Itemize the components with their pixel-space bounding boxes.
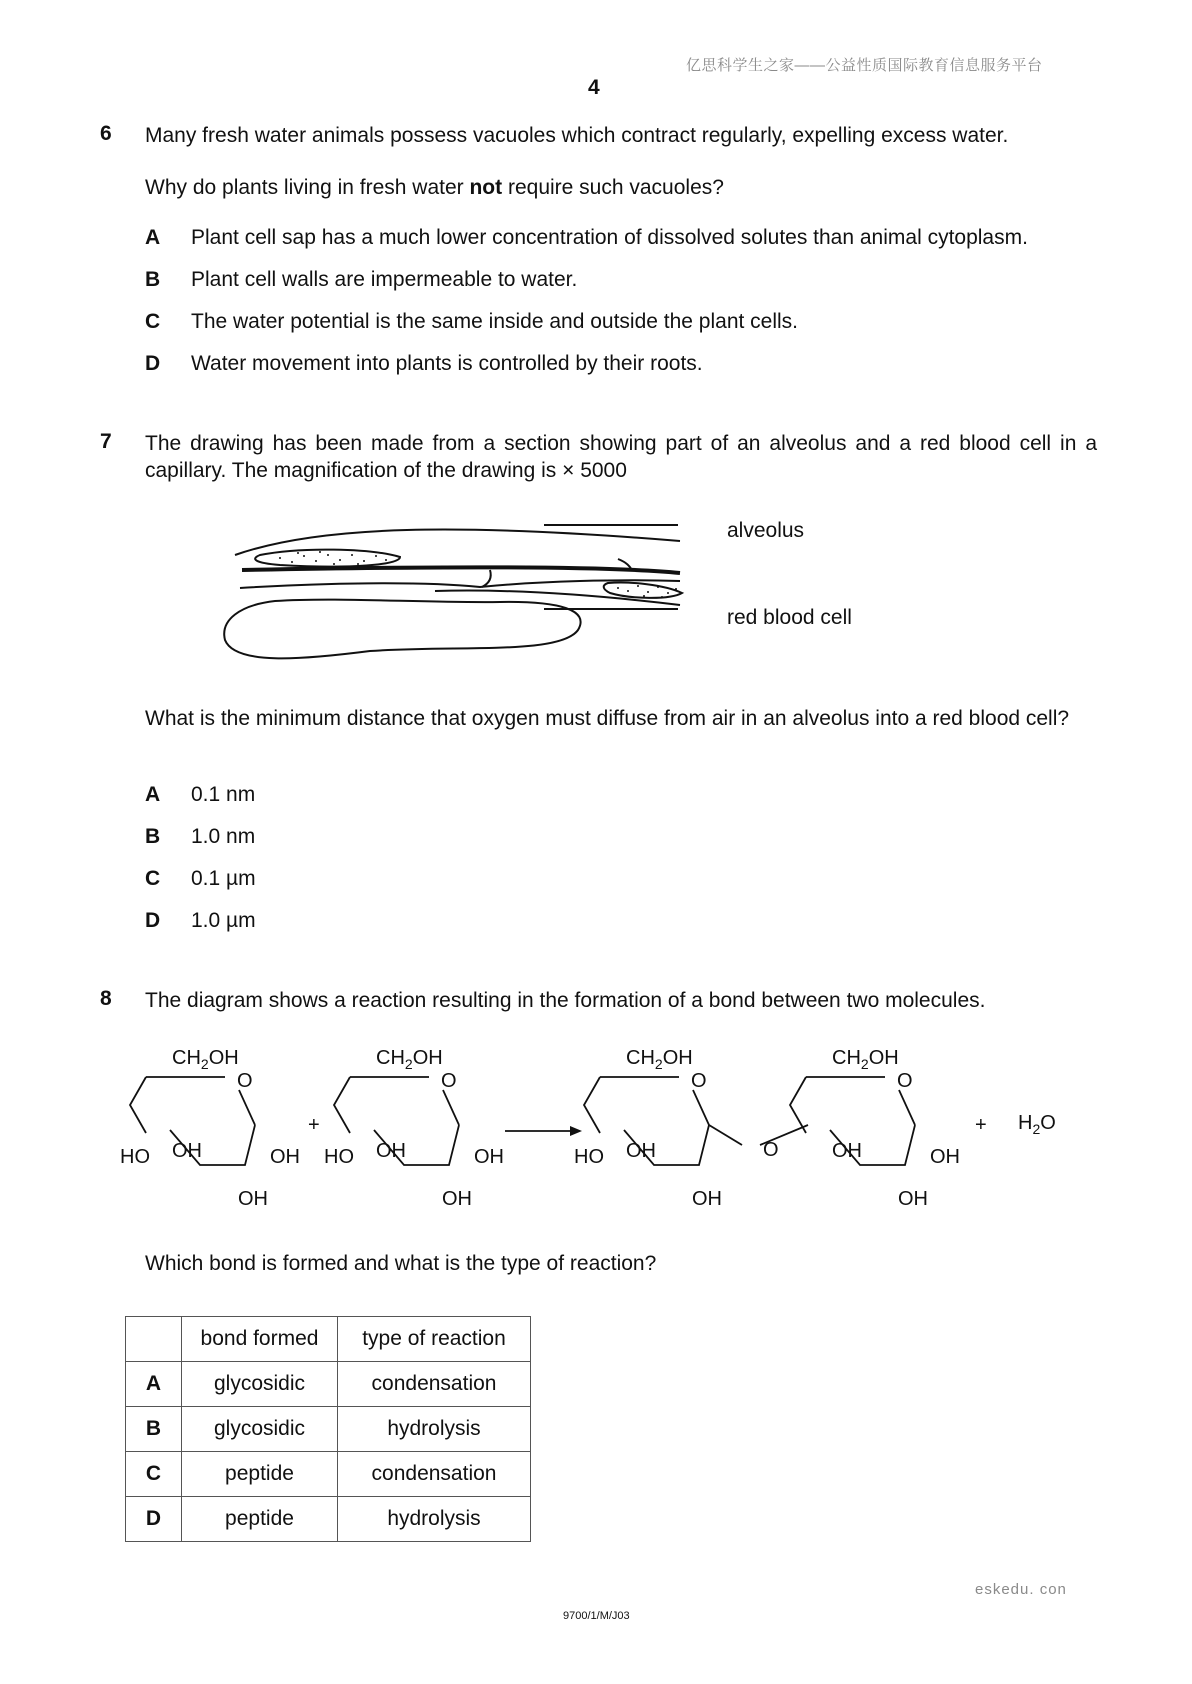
q6-number: 6 — [100, 122, 112, 145]
ring3-ch2oh: $CH_2OH$ — [626, 1047, 693, 1072]
ring2-ch2oh: $CH_2OH$ — [376, 1047, 443, 1072]
ring3-left — [584, 1077, 600, 1133]
row-letter: D — [126, 1497, 182, 1542]
ring1-oh-inner: OH — [172, 1140, 202, 1162]
ring2-oh-right: OH — [474, 1146, 504, 1168]
q6-option-letter: D — [145, 352, 161, 375]
q7-option-text: 0.1 µm — [191, 867, 256, 890]
q6-question — [145, 174, 1105, 201]
ring3-oh-bottom: OH — [692, 1188, 722, 1210]
q6-option-letter: C — [145, 310, 161, 333]
table-row — [126, 1452, 531, 1497]
bridge-left — [709, 1125, 742, 1145]
q6-option-text: Plant cell walls are impermeable to water. — [191, 268, 578, 291]
ring4-oh-right: OH — [930, 1146, 960, 1168]
q7-option-letter: D — [145, 909, 161, 932]
q6-stem: Many fresh water animals possess vacuoles which contract regularly, expelling excess water. — [145, 124, 1009, 147]
row-bond: glycosidic — [182, 1362, 338, 1407]
q7-option-letter: B — [145, 825, 161, 848]
q7-option-text: 1.0 nm — [191, 825, 256, 848]
page-number: 4 — [588, 76, 600, 99]
label-red-blood-cell: red blood cell — [727, 606, 852, 629]
q6-question-before: Why do plants living in fresh water — [145, 176, 470, 199]
q6-question-after: require such vacuoles? — [502, 176, 724, 199]
row-letter: C — [126, 1452, 182, 1497]
footer-paper-code: 9700/1/M/J03 — [563, 1610, 630, 1622]
ring2-left — [334, 1077, 350, 1133]
ring2-oh-inner: OH — [376, 1140, 406, 1162]
q7-question: What is the minimum distance that oxygen must diffuse from air in an alveolus into a red blood cell? — [145, 707, 1070, 730]
row-reaction: condensation — [338, 1452, 531, 1497]
ring4-oh-bottom: OH — [898, 1188, 928, 1210]
nucleus-upper — [255, 550, 400, 567]
row-bond: peptide — [182, 1452, 338, 1497]
header-watermark: 亿思科学生之家——公益性质国际教育信息服务平台 — [686, 57, 1043, 74]
table-header-cell: type of reaction — [338, 1317, 531, 1362]
q7-stem: The drawing has been made from a section showing part of an alveolus and a red blood cell in a capillary. The magnification of the drawing is × 5000 — [145, 432, 1097, 482]
q8-number: 8 — [100, 987, 112, 1010]
ring1-ho: HO — [120, 1146, 150, 1168]
answer-table — [125, 1316, 531, 1542]
ring1-ch2oh: $CH_2OH$ — [172, 1047, 239, 1072]
q8-stem: The diagram shows a reaction resulting in the formation of a bond between two molecules. — [145, 989, 986, 1012]
q6-option-letter: A — [145, 226, 161, 249]
plus-sign: + — [308, 1114, 320, 1136]
reaction-arrow-head — [570, 1126, 582, 1136]
q6-question-bold: not — [469, 176, 503, 199]
red-blood-cell-outline — [224, 600, 580, 659]
alveolus-membrane — [242, 567, 680, 573]
ring1-oxygen: O — [237, 1070, 253, 1092]
row-reaction: hydrolysis — [338, 1497, 531, 1542]
ring2-oh-bottom: OH — [442, 1188, 472, 1210]
q7-option-letter: C — [145, 867, 161, 890]
row-bond: peptide — [182, 1497, 338, 1542]
label-alveolus: alveolus — [727, 519, 805, 542]
capillary-wall — [240, 580, 680, 588]
plus-sign-water: + — [975, 1114, 987, 1136]
ring3-oxygen: O — [691, 1070, 707, 1092]
row-reaction: condensation — [338, 1362, 531, 1407]
ring1-right — [239, 1090, 255, 1125]
ring4-left — [790, 1077, 806, 1133]
reaction-diagram — [100, 1045, 1100, 1205]
q6-option-text: Plant cell sap has a much lower concentration of dissolved solutes than animal cytoplasm. — [191, 226, 1028, 249]
table-row — [126, 1407, 531, 1452]
q6-option-text: The water potential is the same inside and outside the plant cells. — [191, 310, 799, 333]
q7-option-letter: A — [145, 783, 161, 806]
ring2-oxygen: O — [441, 1070, 457, 1092]
table-row — [126, 1497, 531, 1542]
table-header-row — [126, 1317, 531, 1362]
ring3-ho: HO — [574, 1146, 604, 1168]
footer-site-watermark: eskedu. con — [975, 1581, 1067, 1598]
bridge-oxygen: O — [763, 1139, 779, 1161]
ring1-oh-bottom: OH — [238, 1188, 268, 1210]
ring4-oh-inner: OH — [832, 1140, 862, 1162]
ring3-right — [693, 1090, 709, 1125]
row-letter: B — [126, 1407, 182, 1452]
ring3-oh-inner: OH — [626, 1140, 656, 1162]
nucleus-lower — [604, 582, 682, 597]
ring4-oxygen: O — [897, 1070, 913, 1092]
ring2-right — [443, 1090, 459, 1125]
table-row — [126, 1362, 531, 1407]
row-bond: glycosidic — [182, 1407, 338, 1452]
water-product: $H_2O$ — [1018, 1112, 1056, 1137]
ring4-ch2oh: $CH_2OH$ — [832, 1047, 899, 1072]
table-header-cell — [126, 1317, 182, 1362]
q6-option-text: Water movement into plants is controlled by their roots. — [191, 352, 703, 375]
q8-question: Which bond is formed and what is the type of reaction? — [145, 1252, 657, 1275]
ring2-ho: HO — [324, 1146, 354, 1168]
table-header-cell: bond formed — [182, 1317, 338, 1362]
ring4-right — [899, 1090, 915, 1125]
alveolus-upper-wall — [235, 529, 680, 555]
q7-option-text: 1.0 µm — [191, 909, 256, 932]
q7-number: 7 — [100, 430, 112, 453]
ring1-oh-right: OH — [270, 1146, 300, 1168]
q7-option-text: 0.1 nm — [191, 783, 256, 806]
ring1-left — [130, 1077, 146, 1133]
row-letter: A — [126, 1362, 182, 1407]
cell-junction-left — [482, 570, 491, 587]
q6-option-letter: B — [145, 268, 161, 291]
row-reaction: hydrolysis — [338, 1407, 531, 1452]
